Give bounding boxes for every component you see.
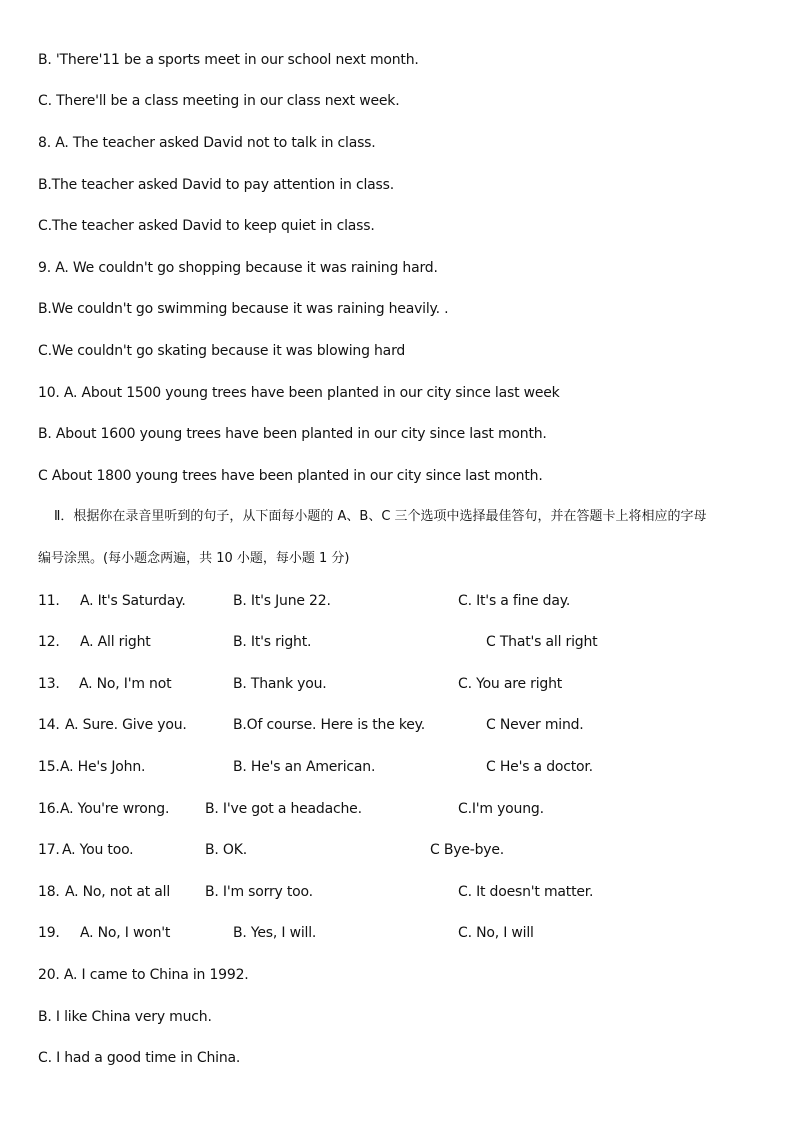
question-number: 17. [38, 842, 60, 858]
section-2-instruction: Ⅱ．根据你在录音里听到的句子，从下面每小题的 A、B、C 三个选项中选择最佳答句，并在答题卡上将相应的字母 [54, 509, 707, 524]
option-a: A. No, not at all [65, 884, 171, 900]
question-row [0, 592, 794, 610]
question-number: 12. [38, 634, 60, 650]
option-a: A. It's Saturday. [80, 593, 186, 609]
question-row [0, 675, 794, 693]
option-a: A. He's John. [60, 759, 146, 775]
option-c: C He's a doctor. [486, 759, 593, 775]
option-c: C. No, I will [458, 925, 534, 941]
option-line: B.We couldn't go swimming because it was raining heavily. . [38, 301, 449, 317]
option-line: C. There'll be a class meeting in our class next week. [38, 93, 400, 109]
option-b: B. I'm sorry too. [205, 884, 313, 900]
question-number: 13. [38, 676, 60, 692]
question-number: 16. [38, 801, 60, 817]
option-line: B. About 1600 young trees have been planted in our city since last month. [38, 426, 547, 442]
question-10-line: 10. A. About 1500 young trees have been planted in our city since last week [38, 385, 560, 401]
question-row [0, 841, 794, 859]
option-b: B. OK. [205, 842, 247, 858]
option-b: B. I've got a headache. [205, 801, 362, 817]
question-20-line: 20. A. I came to China in 1992. [38, 967, 249, 983]
option-c: C.I'm young. [458, 801, 544, 817]
question-row [0, 716, 794, 734]
question-number: 15. [38, 759, 60, 775]
option-b: B. It's June 22. [233, 593, 331, 609]
question-number: 11. [38, 593, 60, 609]
option-a: A. All right [80, 634, 151, 650]
option-line: C About 1800 young trees have been planted in our city since last month. [38, 468, 543, 484]
question-number: 19. [38, 925, 60, 941]
option-c: C That's all right [486, 634, 598, 650]
option-b: B. He's an American. [233, 759, 376, 775]
option-a: A. You too. [62, 842, 134, 858]
option-line: C.The teacher asked David to keep quiet in class. [38, 218, 375, 234]
option-line: B. I like China very much. [38, 1009, 212, 1025]
option-line: B.The teacher asked David to pay attention in class. [38, 177, 394, 193]
option-line: C.We couldn't go skating because it was blowing hard [38, 343, 406, 359]
option-a: A. No, I'm not [79, 676, 172, 692]
question-row [0, 883, 794, 901]
option-a: A. Sure. Give you. [65, 717, 187, 733]
option-line: C. I had a good time in China. [38, 1050, 241, 1066]
option-b: B. Yes, I will. [233, 925, 317, 941]
option-c: C Bye-bye. [430, 842, 505, 858]
question-row [0, 633, 794, 651]
option-line: B. 'There'11 be a sports meet in our school next month. [38, 52, 419, 68]
option-c: C Never mind. [486, 717, 584, 733]
option-c: C. It doesn't matter. [458, 884, 594, 900]
question-number: 14. [38, 717, 60, 733]
option-c: C. You are right [458, 676, 563, 692]
option-b: B. Thank you. [233, 676, 327, 692]
question-row [0, 758, 794, 776]
section-2-instruction-cont: 编号涂黑。(每小题念两遍，共 10 小题，每小题 1 分) [38, 551, 350, 566]
option-b: B. It's right. [233, 634, 312, 650]
question-number: 18. [38, 884, 60, 900]
option-b: B.Of course. Here is the key. [233, 717, 426, 733]
option-c: C. It's a fine day. [458, 593, 571, 609]
option-a: A. You're wrong. [60, 801, 170, 817]
question-row [0, 800, 794, 818]
question-row [0, 924, 794, 942]
question-8-line: 8. A. The teacher asked David not to talk in class. [38, 135, 376, 151]
question-9-line: 9. A. We couldn't go shopping because it was raining hard. [38, 260, 438, 276]
option-a: A. No, I won't [80, 925, 171, 941]
